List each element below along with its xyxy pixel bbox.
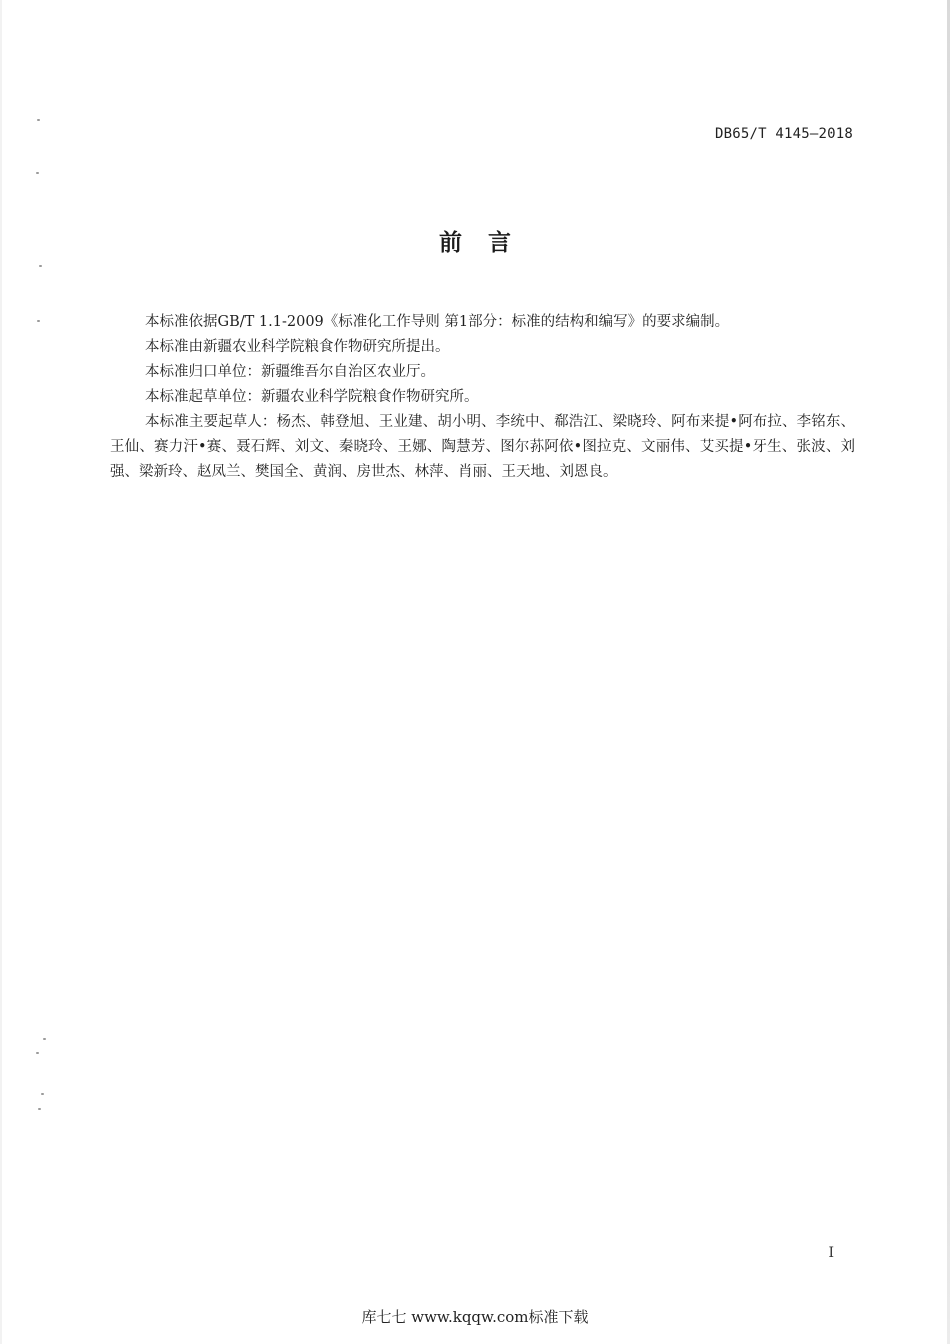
scan-speck — [43, 1038, 46, 1040]
document-code: DB65/T 4145—2018 — [714, 126, 853, 142]
paragraph: 本标准由新疆农业科学院粮食作物研究所提出。 — [145, 339, 450, 355]
page-number: I — [828, 1245, 834, 1261]
paragraph: 本标准主要起草人：杨杰、韩登旭、王业建、胡小明、李统中、郗浩江、梁晓玲、阿布来提•阿布拉、李铭东、王仙、赛力汗•赛、聂石辉、刘文、秦晓玲、王娜、陶慧芳、图尔荪阿依•图拉克、文丽伟、艾买提•牙生、张波、刘强、梁新玲、赵凤兰、樊国全、黄润、房世杰、林萍、肖丽、王天地、刘恩良。 — [110, 414, 855, 480]
paragraph: 本标准依据GB/T 1.1-2009《标准化工作导则 第1部分：标准的结构和编写》的要求编制。 — [145, 314, 730, 330]
scan-edge-left — [0, 0, 2, 1344]
footer-watermark: 库七七 www.kqqw.com标准下载 — [361, 1308, 589, 1326]
scan-speck — [37, 119, 40, 121]
scan-speck — [36, 172, 39, 174]
page-title: 前言 — [439, 230, 537, 256]
scan-speck — [39, 265, 42, 267]
paragraph: 本标准归口单位：新疆维吾尔自治区农业厅。 — [145, 364, 435, 380]
foreword-body — [110, 310, 855, 485]
scan-speck — [37, 320, 40, 322]
scan-speck — [36, 1052, 39, 1054]
paragraph: 本标准起草单位：新疆农业科学院粮食作物研究所。 — [145, 389, 479, 405]
scan-speck — [41, 1093, 44, 1095]
scan-speck — [38, 1108, 41, 1110]
